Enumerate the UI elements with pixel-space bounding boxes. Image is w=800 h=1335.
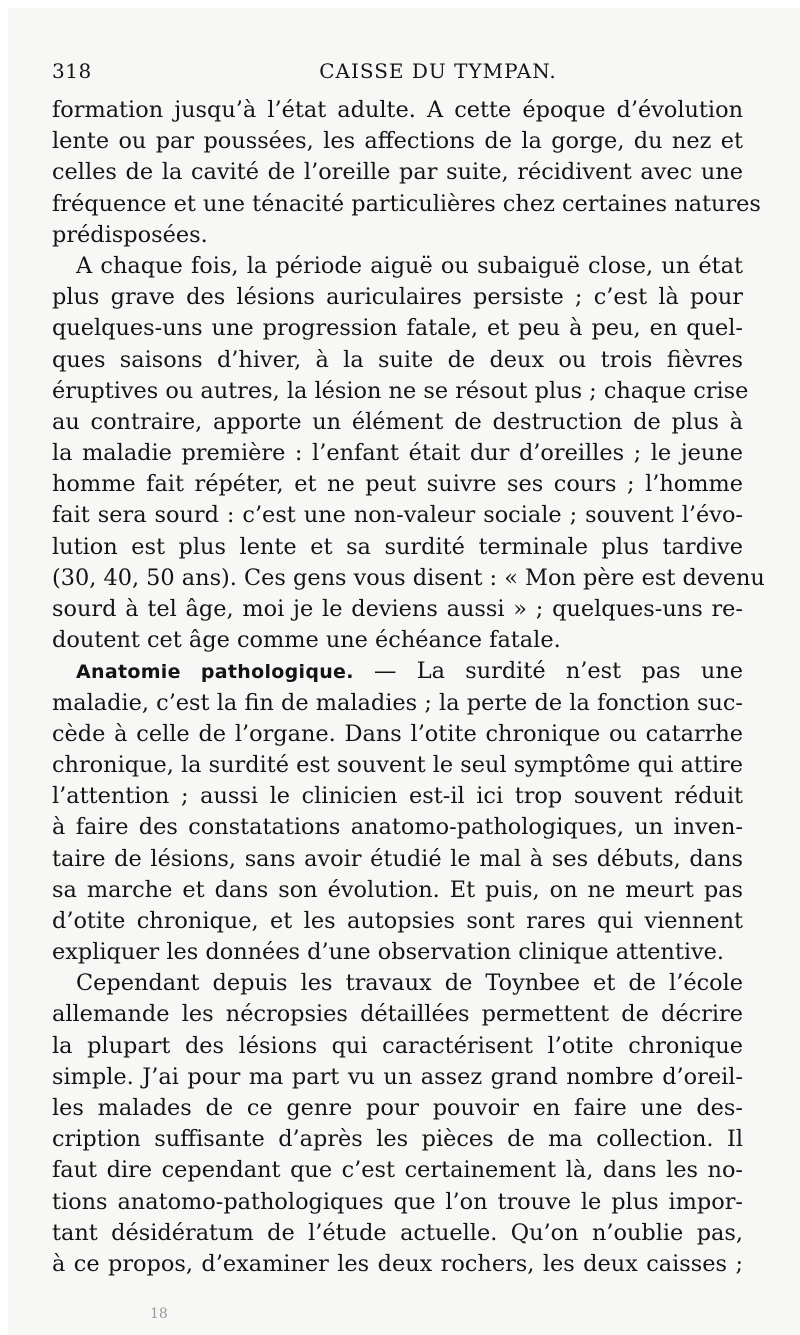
text-line: à ce propos, d’examiner les deux rochers, les deux caisses ; bbox=[52, 1250, 743, 1277]
text-line: au contraire, apporte un élément de destruction de plus à bbox=[52, 408, 743, 435]
text-line: tions anatomo-pathologiques que l’on trouve le plus impor- bbox=[52, 1188, 743, 1215]
text-line: à faire des constatations anatomo-pathologiques, un inven- bbox=[52, 814, 743, 841]
text-line: formation jusqu’à l’état adulte. A cette époque d’évolution bbox=[52, 97, 743, 123]
section-first-line-text: — La surdité n’est pas une bbox=[353, 658, 743, 685]
text-line: simple. J’ai pour ma part vu un assez grand nombre d’oreil- bbox=[52, 1063, 743, 1090]
text-line: A chaque fois, la période aiguë ou subaiguë close, un état bbox=[76, 252, 743, 279]
section-heading: Anatomie pathologique. bbox=[76, 661, 354, 684]
text-line: fréquence et une ténacité particulières chez certaines natures bbox=[52, 190, 761, 217]
text-line: cription suffisante d’après les pièces de ma collection. Il bbox=[52, 1126, 743, 1153]
running-head bbox=[52, 53, 744, 87]
text-line: lente ou par poussées, les affections de la gorge, du nez et bbox=[52, 128, 743, 155]
text-line: éruptives ou autres, la lésion ne se résout plus ; chaque crise bbox=[52, 377, 749, 404]
text-line: expliquer les données d’une observation clinique attentive. bbox=[52, 939, 724, 966]
text-line: lution est plus lente et sa surdité terminale plus tardive bbox=[52, 533, 743, 560]
text-line: faut dire cependant que c’est certainement là, dans les no- bbox=[52, 1157, 743, 1184]
text-line: prédisposées. bbox=[52, 221, 208, 248]
text-line: l’attention ; aussi le clinicien est-il ici trop souvent réduit bbox=[52, 783, 743, 810]
text-line: doutent cet âge comme une échéance fatale. bbox=[52, 627, 561, 654]
text-line: chronique, la surdité est souvent le seul symptôme qui attire bbox=[52, 751, 743, 778]
text-line: la maladie première : l’enfant était dur d’oreilles ; le jeune bbox=[52, 440, 743, 467]
text-line: Cependant depuis les travaux de Toynbee et de l’école bbox=[76, 970, 743, 997]
text-line: ques saisons d’hiver, à la suite de deux ou trois fièvres bbox=[52, 346, 743, 373]
body-text bbox=[52, 95, 765, 1280]
text-line: sa marche et dans son évolution. Et puis, on ne meurt pas bbox=[52, 876, 743, 903]
text-line: cède à celle de l’organe. Dans l’otite chronique ou catarrhe bbox=[52, 720, 743, 747]
text-line: sourd à tel âge, moi je le deviens aussi » ; quelques-uns re- bbox=[52, 596, 743, 622]
text-line: les malades de ce genre pour pouvoir en faire une des- bbox=[52, 1095, 743, 1121]
page-number: 318 bbox=[52, 59, 92, 83]
text-line: (30, 40, 50 ans). Ces gens vous disent : « Mon père est devenu bbox=[52, 564, 765, 591]
text-line: tant désidératum de l’étude actuelle. Qu’on n’oublie pas, bbox=[52, 1219, 743, 1246]
text-line: plus grave des lésions auriculaires persiste ; c’est là pour bbox=[52, 284, 743, 311]
text-line: allemande les nécropsies détaillées permettent de décrire bbox=[52, 1001, 743, 1028]
text-line: fait sera sourd : c’est une non-valeur sociale ; souvent l’évo- bbox=[52, 502, 743, 529]
text-line: homme fait répéter, et ne peut suivre ses cours ; l’homme bbox=[52, 471, 743, 498]
text-line: taire de lésions, sans avoir étudié le mal à ses débuts, dans bbox=[52, 845, 743, 872]
text-line: d’otite chronique, et les autopsies sont rares qui viennent bbox=[52, 907, 743, 934]
text-line: maladie, c’est la fin de maladies ; la perte de la fonction suc- bbox=[52, 689, 743, 716]
text-line: quelques-uns une progression fatale, et peu à peu, en quel- bbox=[52, 315, 743, 342]
running-title: CAISSE DU TYMPAN. bbox=[319, 59, 557, 83]
text-line: celles de la cavité de l’oreille par suite, récidivent avec une bbox=[52, 159, 743, 186]
signature-mark: 18 bbox=[150, 1306, 168, 1322]
text-line: la plupart des lésions qui caractérisent l’otite chronique bbox=[52, 1032, 743, 1059]
section-first-line bbox=[52, 656, 743, 687]
